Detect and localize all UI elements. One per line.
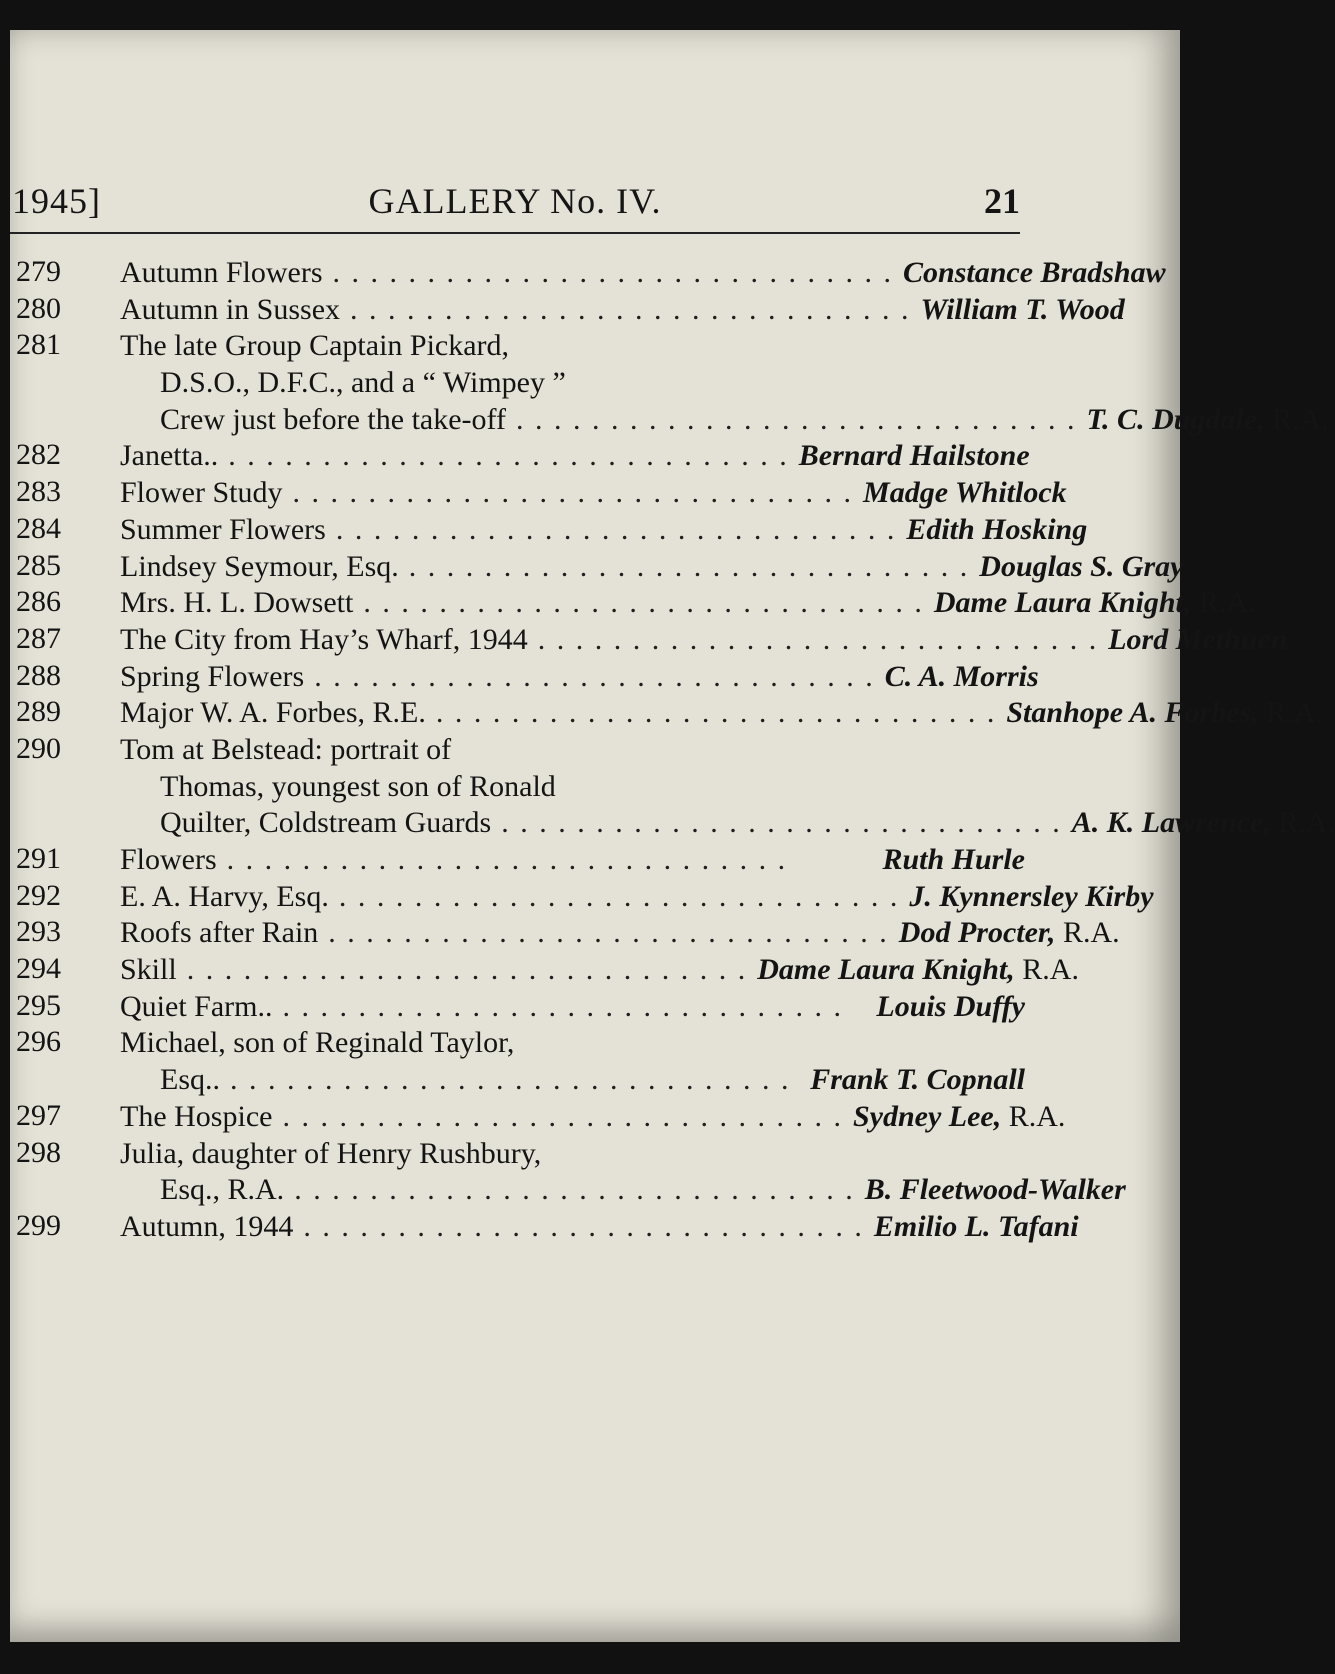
entry-body <box>120 1099 1065 1136</box>
entry-line <box>120 1136 1126 1173</box>
entry-title: Crew just before the take-off <box>160 402 506 436</box>
entry-number: 287 <box>16 621 61 655</box>
artist-name: A. K. Lawrence, <box>1071 806 1271 840</box>
entry-line <box>120 732 1335 769</box>
entry-title: Skill <box>120 953 177 987</box>
artist-credit <box>1072 805 1335 842</box>
artist-name: Constance Bradshaw <box>903 256 1166 289</box>
catalogue-entry <box>10 511 1088 549</box>
entry-body <box>120 438 1030 475</box>
catalogue-entries <box>10 255 1335 1246</box>
artist-name: Lord Methuen <box>1108 622 1288 656</box>
page-number: 21 <box>984 181 1020 221</box>
entry-line <box>120 879 1154 916</box>
catalogue-entry <box>10 915 1120 952</box>
catalogue-entry <box>10 989 1025 1026</box>
entry-body <box>120 952 1079 989</box>
entry-number: 291 <box>16 842 61 875</box>
artist-credit <box>874 1209 1079 1246</box>
artist-credit <box>1006 695 1322 732</box>
entry-title: Roofs after Rain <box>120 916 319 950</box>
academy-suffix: R.A. <box>1008 1099 1066 1133</box>
artist-credit <box>899 915 1120 952</box>
artist-name: C. A. Morris <box>884 659 1039 693</box>
leader-dots <box>538 622 1099 659</box>
entry-line <box>120 952 1079 989</box>
leader-dots <box>228 438 789 475</box>
entry-number: 298 <box>16 1135 61 1169</box>
entry-line <box>120 622 1287 659</box>
artist-credit <box>799 438 1030 475</box>
entry-line <box>120 585 1256 622</box>
entry-body <box>120 842 1025 879</box>
academy-suffix: R.A. <box>1266 696 1323 730</box>
catalogue-entry <box>10 952 1079 989</box>
entry-line <box>120 1209 1079 1246</box>
leader-dots <box>282 989 866 1026</box>
entry-title: Major W. A. Forbes, R.E. <box>120 696 426 730</box>
artist-credit <box>876 989 1025 1026</box>
entry-title: Quilter, Coldstream Guards <box>160 806 492 840</box>
academy-suffix: R.A. <box>1022 953 1079 987</box>
artist-credit <box>853 1099 1065 1136</box>
leader-dots <box>227 842 873 879</box>
entry-body <box>120 585 1256 622</box>
entry-line <box>120 842 1025 879</box>
artist-credit <box>906 512 1087 549</box>
artist-name: Sydney Lee, <box>852 1099 1002 1133</box>
catalogue-entry <box>10 1025 1025 1098</box>
catalogue-entry <box>10 1135 1126 1209</box>
artist-name: Dod Procter, <box>898 916 1056 950</box>
entry-number: 282 <box>16 438 61 472</box>
academy-suffix: R.A. <box>1198 586 1256 620</box>
entry-title: Lindsey Seymour, Esq. <box>120 549 399 583</box>
entry-body <box>120 695 1323 732</box>
catalogue-entry <box>10 548 1184 586</box>
leader-dots <box>328 915 889 952</box>
entry-number: 290 <box>16 731 61 765</box>
artist-credit <box>865 1172 1126 1209</box>
entry-title: Flower Study <box>120 476 283 510</box>
catalogue-entry <box>10 842 1025 879</box>
artist-name: Frank T. Copnall <box>810 1063 1025 1097</box>
artist-name: Ruth Hurle <box>882 843 1025 876</box>
entry-title: The Hospice <box>120 1099 273 1133</box>
catalogue-entry <box>10 731 1335 842</box>
artist-credit <box>1086 402 1328 439</box>
catalogue-entry <box>10 695 1323 732</box>
entry-line <box>120 915 1120 952</box>
entry-body <box>120 549 1183 586</box>
leader-dots <box>436 695 997 732</box>
entry-body <box>120 328 1329 438</box>
leader-dots <box>187 952 748 989</box>
leader-dots <box>409 549 970 586</box>
entry-line <box>120 659 1039 696</box>
entry-title: Flowers <box>120 843 217 876</box>
entry-body <box>120 989 1025 1026</box>
leader-dots <box>350 292 911 329</box>
entry-title: Esq., R.A. <box>160 1173 285 1207</box>
artist-credit <box>810 1062 1025 1099</box>
entry-line <box>120 1062 1025 1099</box>
entry-title: The late Group Captain Pickard, <box>120 329 510 363</box>
page-header <box>10 170 1020 230</box>
entry-title: The City from Hay’s Wharf, 1944 <box>120 622 528 656</box>
entry-title: Autumn Flowers <box>120 256 323 289</box>
catalogue-entry <box>10 475 1067 512</box>
entry-title: Spring Flowers <box>120 659 305 693</box>
entry-body <box>120 475 1067 512</box>
entry-number: 293 <box>16 915 61 949</box>
entry-body <box>120 915 1120 952</box>
artist-credit <box>979 549 1183 586</box>
artist-name: Edith Hosking <box>906 512 1088 546</box>
catalogue-entry <box>10 328 1329 438</box>
artist-name: Douglas S. Gray <box>979 549 1184 583</box>
entry-line <box>120 1025 1025 1062</box>
leader-dots <box>293 475 854 512</box>
entry-title: Autumn in Sussex <box>120 292 341 326</box>
entry-line <box>120 328 1329 365</box>
entry-title: Summer Flowers <box>120 512 326 546</box>
entry-number: 281 <box>16 328 61 362</box>
entry-number: 292 <box>16 878 61 912</box>
entry-number: 294 <box>16 952 61 986</box>
entry-title: Thomas, youngest son of Ronald <box>160 769 556 803</box>
entry-title: Quiet Farm.. <box>120 989 273 1023</box>
artist-name: Madge Whitlock <box>863 476 1067 510</box>
leader-dots <box>363 585 924 622</box>
artist-name: Bernard Hailstone <box>798 439 1030 473</box>
entry-body <box>120 512 1087 549</box>
artist-name: J. Kynnersley Kirby <box>909 879 1154 913</box>
entry-number: 284 <box>16 511 61 545</box>
entry-line <box>120 255 1166 292</box>
entry-line <box>120 1099 1065 1136</box>
artist-credit <box>909 879 1153 916</box>
entry-title: E. A. Harvy, Esq. <box>120 879 329 913</box>
catalogue-entry <box>10 255 1166 292</box>
catalogue-entry <box>10 585 1256 622</box>
entry-title: Michael, son of Reginald Taylor, <box>120 1026 515 1060</box>
catalogue-page <box>10 30 1335 1642</box>
artist-name: B. Fleetwood-Walker <box>864 1173 1126 1207</box>
entry-number: 289 <box>16 695 61 729</box>
artist-credit <box>882 842 1025 879</box>
entry-body <box>120 255 1166 292</box>
entry-number: 297 <box>16 1098 61 1132</box>
artist-name: T. C. Dugdale, <box>1086 402 1265 436</box>
artist-name: Emilio L. Tafani <box>873 1209 1079 1243</box>
entry-body <box>120 659 1039 696</box>
academy-suffix: R.A. <box>1278 806 1335 840</box>
leader-dots <box>336 512 897 549</box>
header-rule <box>10 232 1020 234</box>
academy-suffix: R.A. <box>1062 916 1120 950</box>
artist-name: William T. Wood <box>920 292 1125 326</box>
entry-number: 288 <box>16 658 61 692</box>
entry-title: Tom at Belstead: portrait of <box>120 732 452 766</box>
entry-line <box>120 475 1067 512</box>
entry-number: 295 <box>16 988 61 1022</box>
artist-name: Dame Laura Knight, <box>933 586 1192 620</box>
entry-body <box>120 1136 1126 1209</box>
entry-line <box>120 438 1030 475</box>
catalogue-entry <box>10 658 1039 696</box>
artist-name: Louis Duffy <box>876 989 1025 1023</box>
leader-dots <box>501 805 1062 842</box>
catalogue-entry <box>10 878 1154 916</box>
leader-dots <box>314 659 875 696</box>
leader-dots <box>339 879 900 916</box>
leader-dots <box>282 1099 843 1136</box>
academy-suffix: R.A. <box>1272 402 1329 436</box>
artist-name: Stanhope A. Forbes, <box>1006 696 1259 730</box>
entry-number: 286 <box>16 585 61 619</box>
entry-line <box>120 769 1335 806</box>
entry-body <box>120 1209 1079 1246</box>
entry-line <box>120 989 1025 1026</box>
catalogue-entry <box>10 1098 1066 1136</box>
artist-name: Dame Laura Knight, <box>757 953 1015 987</box>
entry-line <box>120 549 1183 586</box>
catalogue-entry <box>10 621 1288 659</box>
gallery-title: GALLERY No. IV. <box>368 181 662 221</box>
entry-body <box>120 292 1125 329</box>
entry-number: 280 <box>16 291 61 325</box>
entry-title: Janetta.. <box>120 439 219 473</box>
artist-credit <box>934 585 1256 622</box>
entry-body <box>120 732 1335 842</box>
entry-line <box>120 805 1335 842</box>
entry-line <box>120 402 1329 439</box>
entry-line <box>120 1172 1126 1209</box>
artist-credit <box>903 255 1166 292</box>
artist-credit <box>1108 622 1287 659</box>
entry-title: Autumn, 1944 <box>120 1209 294 1243</box>
header-year: 1945] <box>12 181 101 221</box>
leader-dots <box>333 255 894 292</box>
entry-title: Mrs. H. L. Dowsett <box>120 586 354 620</box>
entry-number: 279 <box>16 255 61 288</box>
entry-body <box>120 622 1287 659</box>
leader-dots <box>294 1172 855 1209</box>
entry-line <box>120 365 1329 402</box>
catalogue-entry <box>10 1208 1079 1246</box>
entry-number: 299 <box>16 1208 61 1242</box>
artist-credit <box>863 475 1067 512</box>
entry-number: 296 <box>16 1025 61 1059</box>
catalogue-entry <box>10 438 1030 475</box>
leader-dots <box>303 1209 864 1246</box>
entry-line <box>120 512 1087 549</box>
leader-dots <box>230 1062 800 1099</box>
entry-number: 283 <box>16 475 61 509</box>
leader-dots <box>516 402 1077 439</box>
catalogue-entry <box>10 291 1125 329</box>
entry-body <box>120 879 1154 916</box>
entry-line <box>120 695 1323 732</box>
entry-title: Esq.. <box>160 1063 220 1097</box>
entry-number: 285 <box>16 548 61 582</box>
entry-title: Julia, daughter of Henry Rushbury, <box>120 1136 542 1170</box>
artist-credit <box>757 952 1079 989</box>
entry-body <box>120 1025 1025 1098</box>
entry-title: D.S.O., D.F.C., and a “ Wimpey ” <box>160 366 566 400</box>
artist-credit <box>921 292 1125 329</box>
entry-line <box>120 292 1125 329</box>
artist-credit <box>885 659 1039 696</box>
